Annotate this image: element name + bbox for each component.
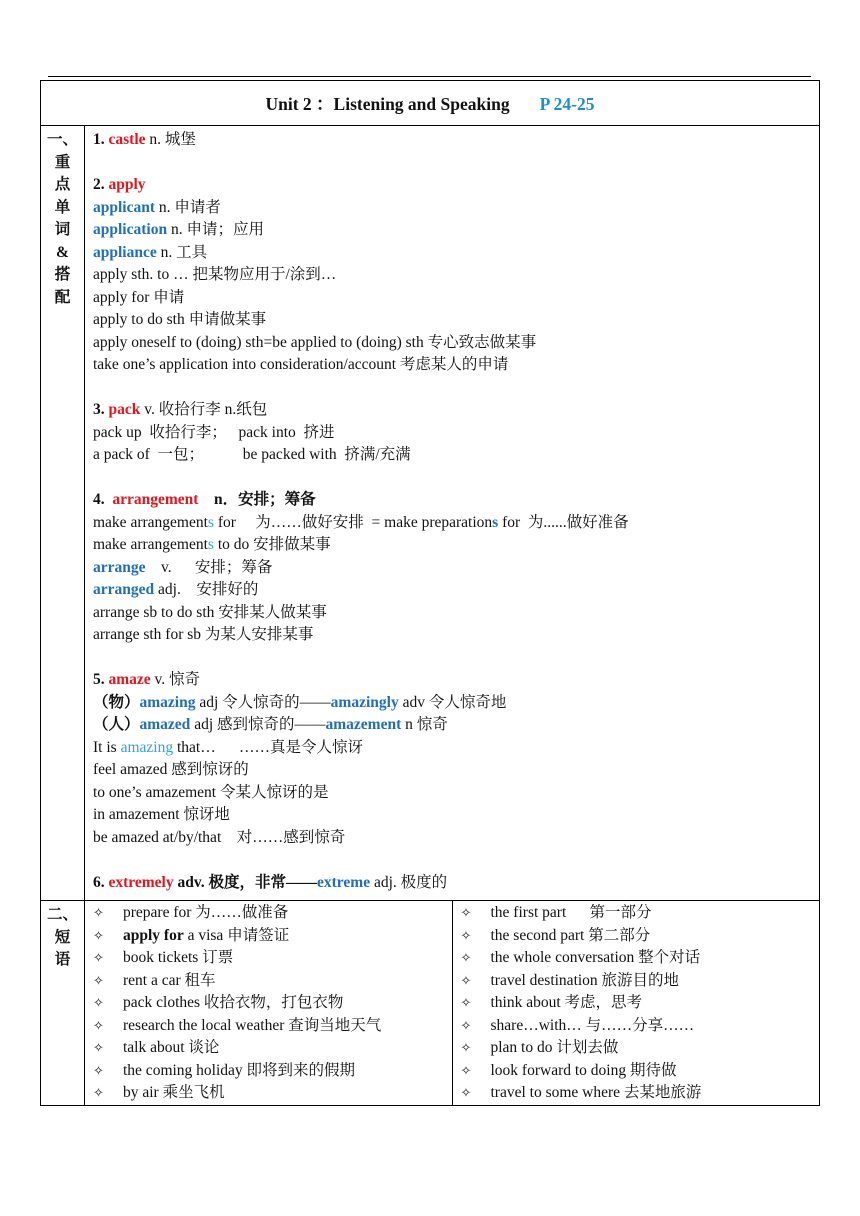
list-item: ✧ prepare for 为……做准备 <box>93 902 452 925</box>
phrase-line: apply for 申请 <box>93 288 185 306</box>
entry-amazed: （人）amazed adj 感到惊奇的——amazement n 惊奇 <box>93 716 448 733</box>
page-title: Unit 2 ：Listening and Speaking <box>265 93 510 114</box>
bullet-icon: ✧ <box>460 1086 472 1101</box>
list-item: ✧ research the local weather 查询当地天气 <box>93 1015 452 1038</box>
phrase-line: make arrangements for 为……做好安排 = make preparations for 为......做好准备 <box>93 513 629 531</box>
phrase-line: feel amazed 感到惊讶的 <box>93 761 249 778</box>
bullet-icon: ✧ <box>460 951 472 966</box>
list-item: ✧ the first part 第一部分 <box>461 902 820 925</box>
entry-castle: 1. castle n. 城堡 <box>93 131 196 148</box>
list-item: ✧ look forward to doing 期待做 <box>461 1060 820 1083</box>
phrase-line: arrange sth for sb 为某人安排某事 <box>93 626 314 643</box>
bullet-icon: ✧ <box>93 906 104 921</box>
bullet-icon: ✧ <box>460 1041 472 1056</box>
phrase-line: take one’s application into consideration/account 考虑某人的申请 <box>93 356 509 373</box>
top-rule <box>48 76 811 77</box>
bullet-icon: ✧ <box>460 906 472 921</box>
phrase-line: a pack of 一包； be packed with 挤满/充满 <box>93 446 411 463</box>
entry-amaze: 5. amaze v. 惊奇 <box>93 671 201 688</box>
phrase-line: pack up 收拾行李； pack into 挤进 <box>93 423 335 441</box>
list-item: ✧ the coming holiday 即将到来的假期 <box>93 1060 452 1083</box>
bullet-icon: ✧ <box>93 951 104 966</box>
bullet-icon: ✧ <box>93 996 104 1011</box>
bullet-icon: ✧ <box>460 973 472 989</box>
section1-label: 一、 重 点 单 词 & 搭 配 <box>41 126 85 901</box>
page-range: P 24-25 <box>539 93 595 114</box>
entry-arranged: arranged adj. 安排好的 <box>93 581 259 598</box>
vocabulary-content <box>85 126 820 901</box>
bullet-icon: ✧ <box>93 1086 104 1101</box>
phrase-line: arrange sb to do sth 安排某人做某事 <box>93 603 327 621</box>
list-item: ✧ travel to some where 去某地旅游 <box>461 1082 820 1105</box>
list-item: ✧ plan to do 计划去做 <box>461 1037 820 1060</box>
list-item: ✧ book tickets 订票 <box>93 947 452 970</box>
phrases-left-column <box>85 901 452 1105</box>
list-item: ✧ apply for a visa 申请签证 <box>93 925 452 948</box>
phrases-right-column <box>452 901 819 1105</box>
bullet-icon: ✧ <box>460 1063 472 1079</box>
entry-arrangement: 4. arrangement n．安排；筹备 <box>93 491 316 508</box>
entry-amazing: （物）amazing adj 令人惊奇的——amazingly adv 令人惊奇地 <box>93 693 507 711</box>
phrase-line: apply sth. to … 把某物应用于/涂到… <box>93 266 337 283</box>
entry-arrange: arrange v. 安排；筹备 <box>93 558 273 576</box>
bullet-icon: ✧ <box>93 973 104 989</box>
entry-apply: 2. apply <box>93 176 146 193</box>
phrase-line: make arrangements to do 安排做某事 <box>93 536 331 553</box>
bullet-icon: ✧ <box>460 996 472 1011</box>
entry-extremely: 6. extremely adv. 极度，非常——extreme adj. 极度的 <box>93 873 448 891</box>
bullet-icon: ✧ <box>93 1063 104 1079</box>
phrase-line: apply oneself to (doing) sth=be applied to (doing) sth 专心致志做某事 <box>93 333 537 351</box>
title-cell <box>41 81 820 126</box>
bullet-icon: ✧ <box>93 1018 104 1034</box>
entry-applicant: applicant n. 申请者 <box>93 198 221 216</box>
phrases-content <box>85 901 820 1106</box>
section2-label: 二、 短 语 <box>41 901 85 1106</box>
list-item: ✧ pack clothes 收拾衣物，打包衣物 <box>93 992 452 1015</box>
bullet-icon: ✧ <box>460 928 472 944</box>
bullet-icon: ✧ <box>93 928 104 944</box>
bullet-icon: ✧ <box>460 1018 472 1034</box>
entry-application: application n. 申请；应用 <box>93 221 264 238</box>
entry-appliance: appliance n. 工具 <box>93 243 208 261</box>
list-item: ✧ think about 考虑，思考 <box>461 992 820 1015</box>
phrase-line: It is amazing that… ……真是令人惊讶 <box>93 738 363 756</box>
phrase-line: be amazed at/by/that 对……感到惊奇 <box>93 828 346 846</box>
list-item: ✧ travel destination 旅游目的地 <box>461 970 820 993</box>
notes-table <box>40 80 820 1106</box>
bullet-icon: ✧ <box>93 1041 104 1056</box>
list-item: ✧ the second part 第二部分 <box>461 925 820 948</box>
phrase-line: apply to do sth 申请做某事 <box>93 311 267 328</box>
phrase-line: to one’s amazement 令某人惊讶的是 <box>93 783 329 801</box>
list-item: ✧ by air 乘坐飞机 <box>93 1082 452 1105</box>
list-item: ✧ rent a car 租车 <box>93 970 452 993</box>
list-item: ✧ share…with… 与……分享…… <box>461 1015 820 1038</box>
list-item: ✧ the whole conversation 整个对话 <box>461 947 820 970</box>
entry-pack: 3. pack v. 收拾行李 n.纸包 <box>93 401 268 418</box>
list-item: ✧ talk about 谈论 <box>93 1037 452 1060</box>
phrase-line: in amazement 惊讶地 <box>93 806 230 823</box>
